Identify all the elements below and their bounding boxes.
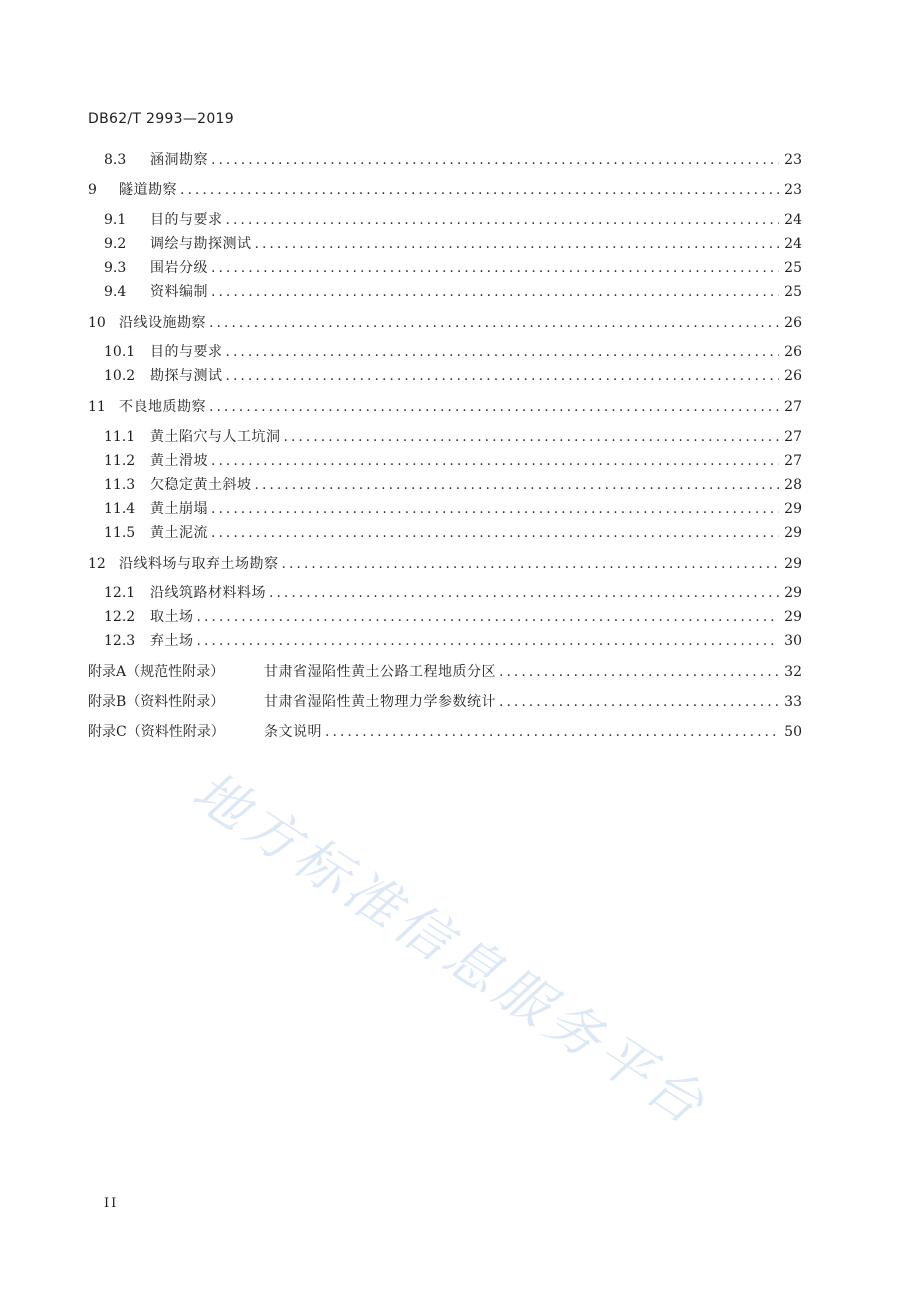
toc-entry-page: 24 — [784, 212, 802, 228]
toc-entry-title: 黄土陷穴与人工坑洞 — [150, 429, 281, 445]
toc-entry-page: 29 — [784, 525, 802, 541]
toc-entry-page: 28 — [784, 477, 802, 493]
toc-entry — [88, 397, 802, 417]
toc-entry-title: 黄土崩塌 — [150, 501, 208, 517]
toc-entry-number: 10.1 — [104, 344, 136, 360]
toc-dot-leader — [269, 583, 779, 603]
toc-entry-title: 黄土泥流 — [150, 525, 208, 541]
toc-entry-number: 附录B（资料性附录） — [88, 694, 225, 710]
toc-entry-page: 26 — [784, 344, 802, 360]
toc-entry — [104, 258, 802, 278]
toc-entry-number: 11 — [88, 399, 106, 415]
toc-entry — [104, 475, 802, 495]
toc-entry — [104, 499, 802, 519]
toc-entry-number: 9.4 — [104, 284, 127, 300]
toc-entry-number: 9.3 — [104, 260, 127, 276]
page-number: II — [104, 1196, 119, 1211]
toc-entry — [104, 366, 802, 386]
toc-dot-leader — [284, 427, 780, 447]
toc-entry-number: 12.1 — [104, 585, 136, 601]
toc-entry-number: 8.3 — [104, 152, 127, 168]
toc-dot-leader — [499, 692, 779, 712]
toc-entry-page: 23 — [784, 152, 802, 168]
toc-entry-number: 10.2 — [104, 368, 136, 384]
toc-entry-title: 调绘与勘探测试 — [150, 236, 252, 252]
toc-entry — [104, 342, 802, 362]
toc-entry — [104, 210, 802, 230]
toc-entry-page: 25 — [784, 260, 802, 276]
toc-dot-leader — [197, 607, 780, 627]
toc-entry-title: 隧道勘察 — [119, 182, 177, 198]
toc-entry-number: 10 — [88, 315, 106, 331]
toc-entry-number: 附录A（规范性附录） — [88, 664, 225, 680]
toc-entry — [104, 607, 802, 627]
toc-entry-page: 25 — [784, 284, 802, 300]
toc-entry-page: 33 — [784, 694, 802, 710]
toc-dot-leader — [209, 313, 779, 333]
toc-entry-title: 黄土滑坡 — [150, 453, 208, 469]
toc-entry-title: 资料编制 — [150, 284, 208, 300]
toc-dot-leader — [325, 722, 779, 742]
toc-entry-number: 附录C（资料性附录） — [88, 724, 225, 740]
toc-dot-leader — [282, 554, 780, 574]
toc-entry-page: 27 — [784, 399, 802, 415]
toc-dot-leader — [211, 499, 779, 519]
toc-entry-title: 涵洞勘察 — [150, 152, 208, 168]
toc-entry-title: 沿线料场与取弃土场勘察 — [119, 556, 279, 572]
toc-entry — [104, 427, 802, 447]
toc-entry-number: 9.2 — [104, 236, 127, 252]
toc-entry-title: 沿线设施勘察 — [119, 315, 206, 331]
toc-entry — [104, 282, 802, 302]
toc-entry-page: 29 — [784, 501, 802, 517]
toc-entry-page: 29 — [784, 556, 802, 572]
toc-entry-title: 条文说明 — [264, 724, 322, 740]
toc-entry-page: 26 — [784, 368, 802, 384]
toc-entry-number: 11.3 — [104, 477, 136, 493]
toc-entry-title: 目的与要求 — [150, 344, 223, 360]
toc-entry-title: 甘肃省湿陷性黄土物理力学参数统计 — [264, 694, 496, 710]
toc-dot-leader — [209, 397, 779, 417]
toc-entry-page: 32 — [784, 664, 802, 680]
toc-dot-leader — [211, 150, 779, 170]
toc-dot-leader — [499, 662, 779, 682]
toc-entry-page: 27 — [784, 453, 802, 469]
toc-dot-leader — [255, 234, 780, 254]
toc-entry — [104, 631, 802, 651]
toc-entry-number: 11.5 — [104, 525, 136, 541]
toc-entry-number: 11.1 — [104, 429, 136, 445]
toc-entry-title: 欠稳定黄土斜坡 — [150, 477, 252, 493]
toc-entry-page: 29 — [784, 609, 802, 625]
toc-entry-page: 30 — [784, 633, 802, 649]
toc-dot-leader — [255, 475, 780, 495]
toc-entry-number: 11.2 — [104, 453, 136, 469]
toc-entry-title: 沿线筑路材料料场 — [150, 585, 266, 601]
toc-entry — [88, 554, 802, 574]
toc-entry-title: 不良地质勘察 — [119, 399, 206, 415]
toc-dot-leader — [197, 631, 780, 651]
toc-entry-title: 围岩分级 — [150, 260, 208, 276]
toc-dot-leader — [211, 282, 779, 302]
toc-entry-page: 24 — [784, 236, 802, 252]
toc-entry-title: 甘肃省湿陷性黄土公路工程地质分区 — [264, 664, 496, 680]
document-code-header: DB62/T 2993—2019 — [88, 111, 234, 127]
toc-entry-number: 12.2 — [104, 609, 136, 625]
toc-entry-title: 目的与要求 — [150, 212, 223, 228]
toc-dot-leader — [211, 451, 779, 471]
toc-entry-number: 11.4 — [104, 501, 136, 517]
toc-entry-page: 23 — [784, 182, 802, 198]
toc-entry-title: 勘探与测试 — [150, 368, 223, 384]
toc-entry — [104, 451, 802, 471]
toc-dot-leader — [211, 523, 779, 543]
toc-entry-page: 50 — [784, 724, 802, 740]
toc-entry — [104, 583, 802, 603]
toc-entry-page: 27 — [784, 429, 802, 445]
toc-entry-title: 取土场 — [150, 609, 194, 625]
watermark-text: 地方标准信息服务平台 — [181, 759, 720, 1139]
toc-entry-number: 12.3 — [104, 633, 136, 649]
toc-dot-leader — [211, 258, 779, 278]
toc-entry — [88, 662, 802, 682]
toc-entry — [88, 722, 802, 742]
toc-entry-page: 26 — [784, 315, 802, 331]
toc-entry — [104, 234, 802, 254]
toc-entry-number: 9.1 — [104, 212, 127, 228]
toc-entry-number: 12 — [88, 556, 106, 572]
toc-entry-page: 29 — [784, 585, 802, 601]
toc-entry — [88, 180, 802, 200]
toc-entry-title: 弃土场 — [150, 633, 194, 649]
toc-dot-leader — [226, 210, 780, 230]
toc-entry-number: 9 — [88, 182, 97, 198]
toc-entry — [88, 692, 802, 712]
toc-entry — [88, 313, 802, 333]
toc-dot-leader — [226, 366, 780, 386]
toc-dot-leader — [180, 180, 779, 200]
toc-entry — [104, 523, 802, 543]
toc-dot-leader — [226, 342, 780, 362]
toc-entry — [104, 150, 802, 170]
